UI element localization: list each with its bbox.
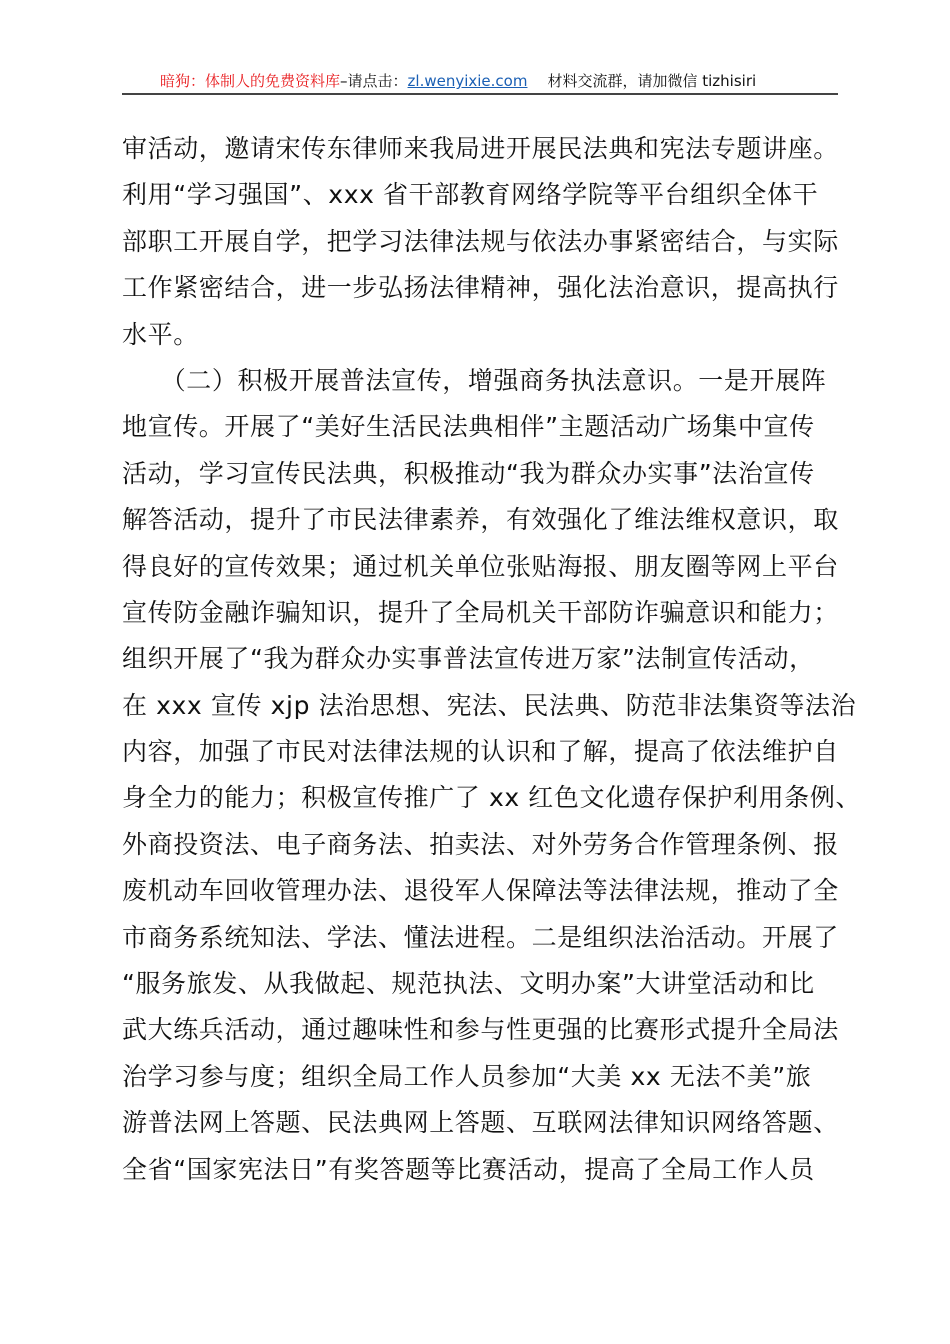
text-line: 武大练兵活动，通过趣味性和参与性更强的比赛形式提升全局法 [122,1015,839,1045]
text-line: 审活动，邀请宋传东律师来我局进开展民法典和宪法专题讲座。 [122,134,839,163]
text-line: 地宣传。开展了“美好生活民法典相伴”主题活动广场集中宣传 [122,412,815,442]
text-line: 游普法网上答题、民法典网上答题、互联网法律知识网络答题、 [122,1108,839,1138]
text-line: 在 xxx 宣传 xjp 法治思想、宪法、民法典、防范非法集资等法治 [122,690,857,720]
document-body [122,126,862,1193]
header-brand: 暗狗：体制人的免费资料库 [160,72,341,90]
text-line: 工作紧密结合，进一步弘扬法律精神，强化法治意识，提高执行 [122,273,839,303]
text-line: “服务旅发、从我做起、规范执法、文明办案”大讲堂活动和比 [122,969,815,999]
page-header [122,68,838,95]
text-line: 全省“国家宪法日”有奖答题等比赛活动，提高了全局工作人员 [122,1154,815,1184]
text-line: （二）积极开展普法宣传，增强商务执法意识。一是开展阵 [122,365,827,395]
text-line: 宣传防金融诈骗知识，提升了全局机关干部防诈骗意识和能力； [122,597,839,627]
text-line: 内容，加强了市民对法律法规的认识和了解，提高了依法维护自 [122,737,839,767]
text-line: 活动，学习宣传民法典，积极推动“我为群众办实事”法治宣传 [122,458,815,488]
header-link[interactable]: zl.wenyixie.com [407,72,528,90]
header-click-prompt: –请点击： [340,72,408,90]
text-line: 治学习参与度；组织全局工作人员参加“大美 xx 无法不美”旅 [122,1061,812,1091]
text-line: 得良好的宣传效果；通过机关单位张贴海报、朋友圈等网上平台 [122,551,839,581]
text-line: 身全力的能力；积极宣传推广了 xx 红色文化遗存保护利用条例、 [122,783,862,813]
text-line: 市商务系统知法、学法、懂法进程。二是组织法治活动。开展了 [122,922,839,952]
header-text [160,70,756,91]
text-line: 解答活动，提升了市民法律素养，有效强化了维法维权意识，取 [122,505,839,535]
text-line: 组织开展了“我为群众办实事普法宣传进万家”法制宣传活动， [122,644,815,674]
text-line: 废机动车回收管理办法、退役军人保障法等法律法规，推动了全 [122,876,839,906]
text-line: 部职工开展自学，把学习法律法规与依法办事紧密结合，与实际 [122,226,839,256]
header-wechat: 材料交流群，请加微信 tizhisiri [547,72,757,90]
text-line: 水平。 [122,319,199,349]
text-line: 外商投资法、电子商务法、拍卖法、对外劳务合作管理条例、报 [122,829,839,859]
text-line: 利用“学习强国”、xxx 省干部教育网络学院等平台组织全体干 [122,180,819,210]
